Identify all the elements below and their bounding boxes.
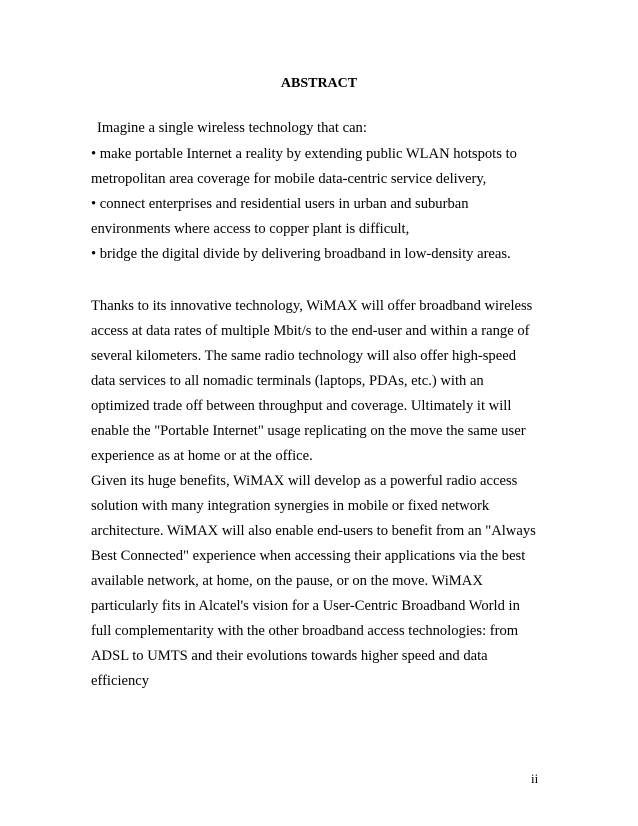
- paragraph-1-line: experience as at home or at the office.: [91, 448, 313, 464]
- paragraph-2-line: full complementarity with the other broadband access technologies: from: [91, 623, 519, 639]
- paragraph-2-line: architecture. WiMAX will also enable end-users to benefit from an "Always: [91, 523, 536, 539]
- paragraph-2-line: particularly fits in Alcatel's vision for a User-Centric Broadband World in: [91, 598, 520, 614]
- paragraph-1-line: data services to all nomadic terminals (laptops, PDAs, etc.) with an: [91, 373, 484, 389]
- paragraph-2-line: efficiency: [91, 673, 150, 689]
- paragraph-1-line: access at data rates of multiple Mbit/s to the end-user and within a range of: [91, 323, 530, 339]
- paragraph-2-line: Best Connected" experience when accessing their applications via the best: [91, 548, 526, 564]
- intro-line: Imagine a single wireless technology that can:: [97, 120, 367, 136]
- paragraph-1-line: several kilometers. The same radio technology will also offer high-speed: [91, 348, 516, 364]
- bullet-2-line-1: • connect enterprises and residential users in urban and suburban: [91, 196, 469, 212]
- paragraph-1-line: enable the "Portable Internet" usage replicating on the move the same user: [91, 423, 526, 439]
- paragraph-2-line: Given its huge benefits, WiMAX will develop as a powerful radio access: [91, 473, 518, 489]
- bullet-2-line-2: environments where access to copper plant is difficult,: [91, 221, 410, 237]
- paragraph-2-line: available network, at home, on the pause, or on the move. WiMAX: [91, 573, 483, 589]
- abstract-title: ABSTRACT: [280, 76, 358, 91]
- paragraph-2-line: solution with many integration synergies in mobile or fixed network: [91, 498, 490, 514]
- paragraph-2-line: ADSL to UMTS and their evolutions towards higher speed and data: [91, 648, 488, 664]
- paragraph-1-line: optimized trade off between throughput and coverage. Ultimately it will: [91, 398, 512, 414]
- bullet-1-line-1: • make portable Internet a reality by extending public WLAN hotspots to: [91, 146, 517, 162]
- page-number: ii: [531, 771, 539, 786]
- bullet-1-line-2: metropolitan area coverage for mobile data-centric service delivery,: [91, 171, 487, 187]
- paragraph-1-line: Thanks to its innovative technology, WiMAX will offer broadband wireless: [91, 298, 533, 314]
- bullet-3-line-1: • bridge the digital divide by delivering broadband in low-density areas.: [91, 246, 511, 262]
